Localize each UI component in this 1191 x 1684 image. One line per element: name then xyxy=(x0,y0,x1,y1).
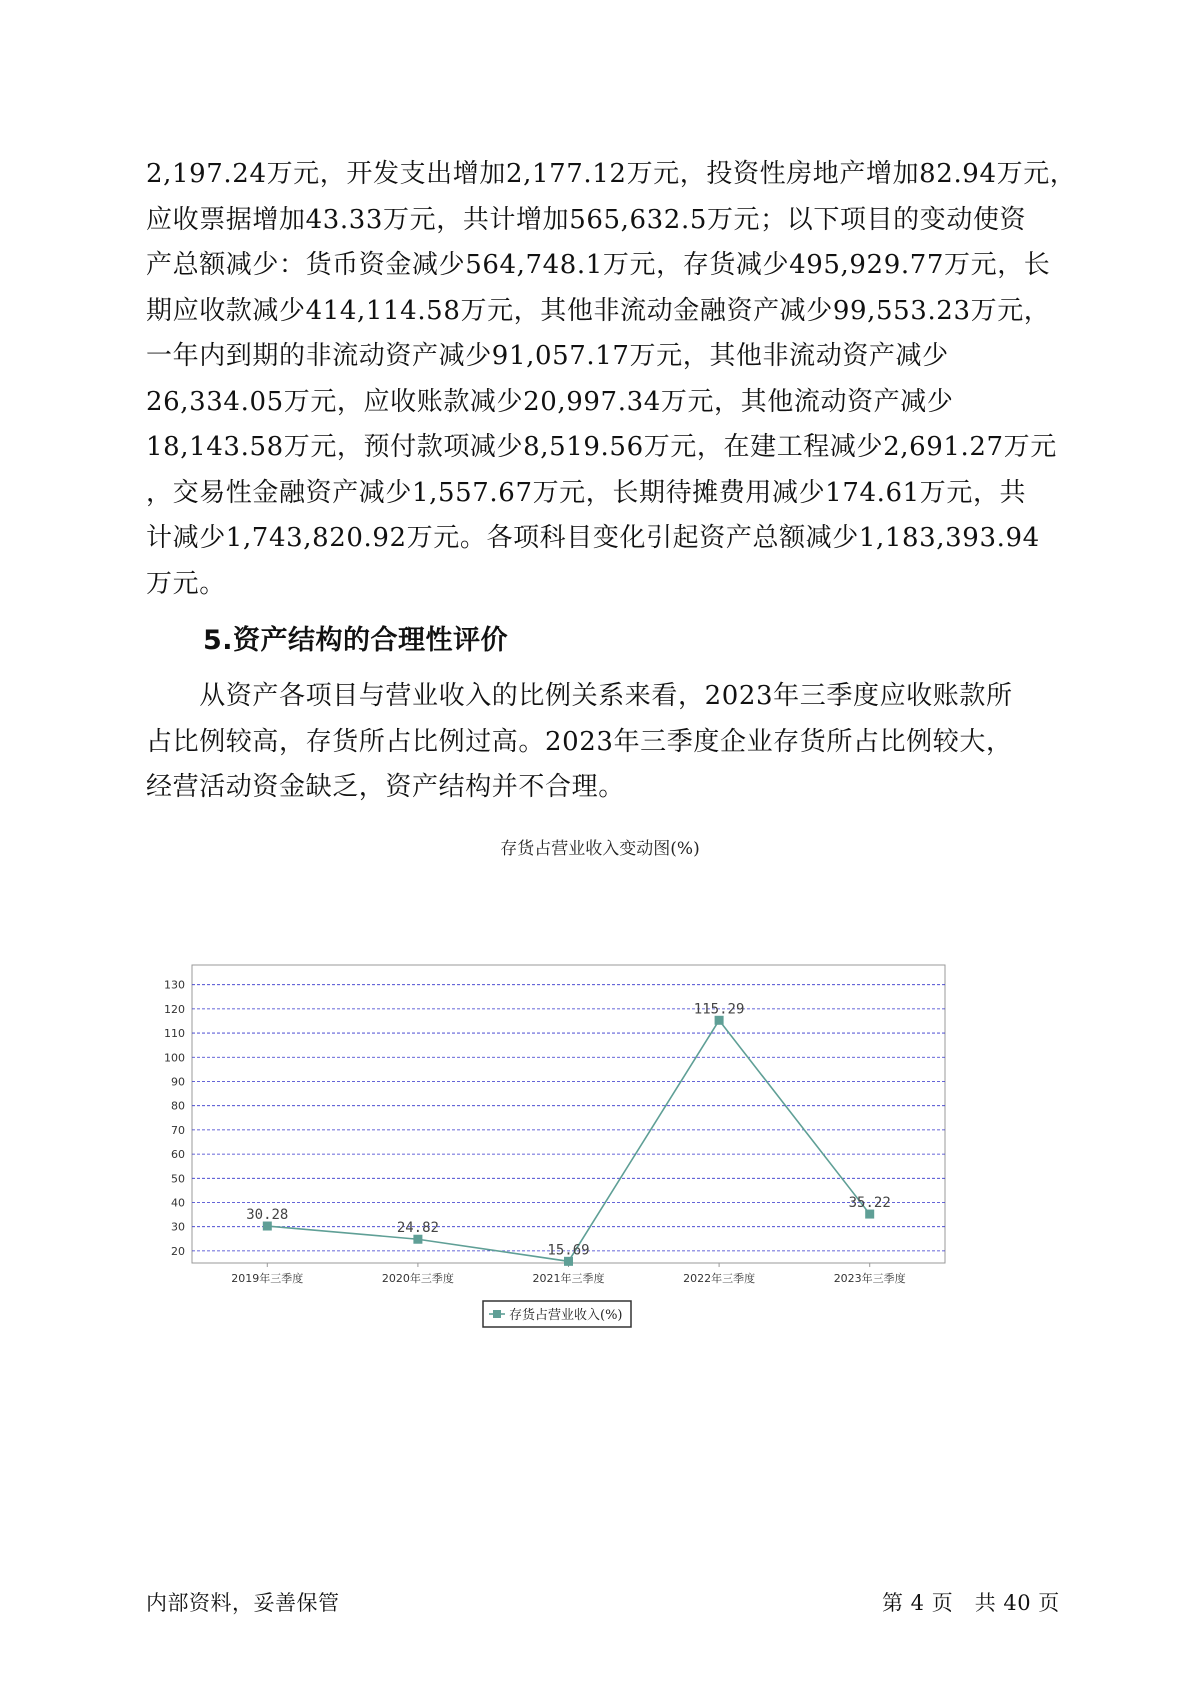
footer-confidential-note: 内部资料，妥善保管 xyxy=(146,1591,340,1615)
chart-title: 存货占营业收入变动图(%) xyxy=(500,839,700,859)
data-label: 24.82 xyxy=(396,1220,439,1237)
y-tick-label: 130 xyxy=(164,978,185,992)
paragraph-asset-structure xyxy=(146,674,1051,811)
data-label: 15.69 xyxy=(547,1242,590,1259)
y-tick-label: 30 xyxy=(171,1220,185,1234)
text-line: 从资产各项目与营业收入的比例关系来看，2023年三季度应收账款所 xyxy=(146,681,1013,711)
legend-marker xyxy=(493,1310,501,1318)
y-tick-label: 120 xyxy=(164,1002,185,1016)
paragraph-asset-changes xyxy=(146,152,1077,607)
text-line: 2,197.24万元，开发支出增加2,177.12万元，投资性房地产增加82.94万元， xyxy=(146,159,1077,189)
y-tick-label: 90 xyxy=(171,1075,185,1089)
x-tick-label: 2022年三季度 xyxy=(683,1272,756,1285)
data-label: 35.22 xyxy=(848,1195,891,1212)
section-heading: 5.资产结构的合理性评价 xyxy=(203,625,509,656)
y-tick-label: 70 xyxy=(171,1123,185,1137)
text-line: ，交易性金融资产减少1,557.67万元，长期待摊费用减少174.61万元，共 xyxy=(146,477,1027,508)
plot-frame xyxy=(192,965,945,1263)
x-tick-label: 2019年三季度 xyxy=(231,1272,304,1285)
footer-page-number: 第 4 页 共 40 页 xyxy=(882,1591,1060,1615)
y-tick-label: 20 xyxy=(171,1244,185,1258)
text-line: 应收票据增加43.33万元，共计增加565,632.5万元；以下项目的变动使资 xyxy=(146,204,1027,235)
text-line: 期应收款减少414,114.58万元，其他非流动金融资产减少99,553.23万元， xyxy=(146,295,1051,326)
x-tick-label: 2023年三季度 xyxy=(833,1272,906,1285)
text-line: 经营活动资金缺乏，资产结构并不合理。 xyxy=(146,772,625,802)
text-line: 18,143.58万元，预付款项减少8,519.56万元，在建工程减少2,691.27万元 xyxy=(146,432,1057,462)
data-label: 115.29 xyxy=(693,1001,745,1018)
x-tick-label: 2021年三季度 xyxy=(532,1272,605,1285)
y-tick-label: 60 xyxy=(171,1148,185,1162)
text-line: 一年内到期的非流动资产减少91,057.17万元，其他非流动资产减少 xyxy=(146,341,949,371)
text-line: 万元。 xyxy=(146,568,226,599)
data-label: 30.28 xyxy=(246,1207,289,1224)
y-tick-label: 80 xyxy=(171,1099,185,1113)
y-tick-label: 50 xyxy=(171,1172,185,1186)
y-tick-label: 40 xyxy=(171,1196,185,1210)
y-tick-label: 100 xyxy=(164,1051,185,1065)
text-line: 占比例较高，存货所占比例过高。2023年三季度企业存货所占比例较大， xyxy=(146,726,1013,757)
text-line: 产总额减少：货币资金减少564,748.1万元，存货减少495,929.77万元，长 xyxy=(146,250,1051,280)
x-tick-label: 2020年三季度 xyxy=(381,1272,454,1285)
text-line: 计减少1,743,820.92万元。各项科目变化引起资产总额减少1,183,393.94 xyxy=(146,523,1040,553)
legend-label: 存货占营业收入(%) xyxy=(509,1308,623,1323)
inventory-ratio-chart xyxy=(150,830,1030,1323)
text-line: 26,334.05万元，应收账款减少20,997.34万元，其他流动资产减少 xyxy=(146,386,954,417)
y-tick-label: 110 xyxy=(164,1027,185,1041)
